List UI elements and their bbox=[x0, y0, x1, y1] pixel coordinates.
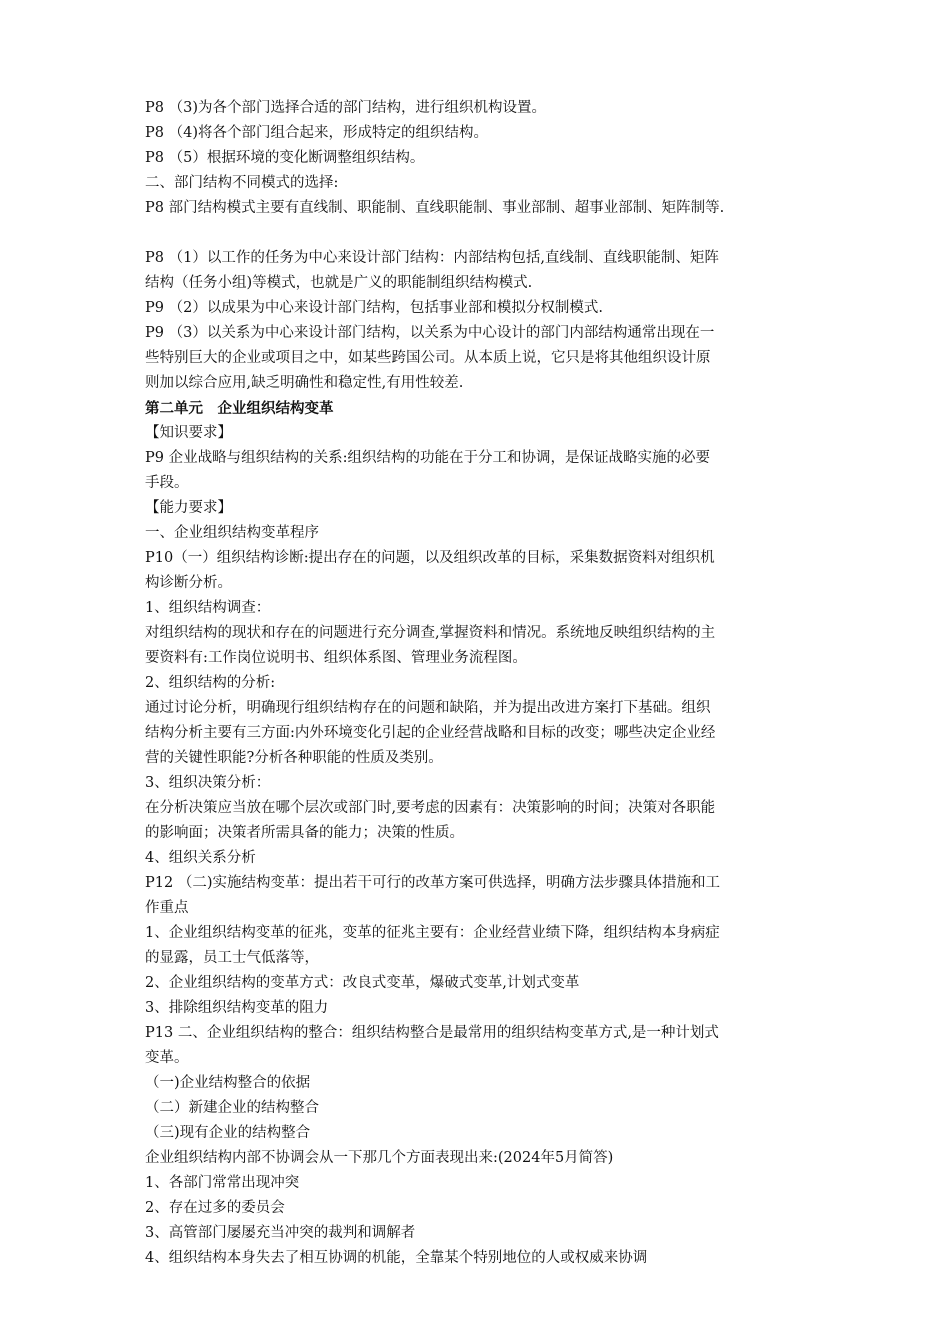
list-item: 2、组织结构的分析: bbox=[145, 675, 276, 691]
list-item: （三)现有企业的结构整合 bbox=[145, 1125, 311, 1141]
text-line: P8 （1）以工作的任务为中心来设计部门结构：内部结构包括,直线制、直线职能制、矩阵 bbox=[145, 250, 719, 266]
text-line: P12 （二)实施结构变革：提出若干可行的改革方案可供选择，明确方法步骤具体措施和工 bbox=[145, 875, 720, 891]
section-heading: 二、部门结构不同模式的选择: bbox=[145, 175, 339, 191]
text-line: 的影响面；决策者所需具备的能力；决策的性质。 bbox=[145, 825, 464, 841]
text-line: 要资料有:工作岗位说明书、组织体系图、管理业务流程图。 bbox=[145, 650, 527, 666]
text-line: P10（一）组织结构诊断:提出存在的问题，以及组织改革的目标，采集数据资料对组织机 bbox=[145, 550, 715, 566]
text-line: 构诊断分析。 bbox=[145, 575, 232, 591]
text-line: 结构（任务小组)等模式，也就是广义的职能制组织结构模式. bbox=[145, 275, 533, 291]
text-line: P8 部门结构模式主要有直线制、职能制、直线职能制、事业部制、超事业部制、矩阵制等. bbox=[145, 200, 725, 216]
text-line: P13 二、企业组织结构的整合：组织结构整合是最常用的组织结构变革方式,是一种计划式 bbox=[145, 1025, 719, 1041]
text-line: 对组织结构的现状和存在的问题进行充分调查,掌握资料和情况。系统地反映组织结构的主 bbox=[145, 625, 716, 641]
requirement-heading: 【能力要求】 bbox=[145, 500, 232, 516]
text-line: 手段。 bbox=[145, 475, 189, 491]
text-line: 些特别巨大的企业或项目之中，如某些跨国公司。从本质上说，它只是将其他组织设计原 bbox=[145, 350, 711, 366]
list-item: 3、排除组织结构变革的阻力 bbox=[145, 1000, 329, 1016]
list-item: 2、存在过多的委员会 bbox=[145, 1200, 285, 1216]
list-item: 3、组织决策分析： bbox=[145, 775, 271, 791]
text-line: P8 （3)为各个部门选择合适的部门结构，进行组织机构设置。 bbox=[145, 100, 546, 116]
list-item: 1、企业组织结构变革的征兆，变革的征兆主要有：企业经营业绩下降，组织结构本身病症 bbox=[145, 925, 720, 941]
text-line: P8 （5）根据环境的变化断调整组织结构。 bbox=[145, 150, 425, 166]
list-item: 1、组织结构调查： bbox=[145, 600, 271, 616]
text-line: 的显露，员工士气低落等， bbox=[145, 950, 319, 966]
requirement-heading: 【知识要求】 bbox=[145, 425, 232, 441]
list-item: 3、高管部门屡屡充当冲突的裁判和调解者 bbox=[145, 1225, 416, 1241]
list-item: （一)企业结构整合的依据 bbox=[145, 1075, 311, 1091]
section-heading: 一、企业组织结构变革程序 bbox=[145, 525, 319, 541]
text-line: P9 （2）以成果为中心来设计部门结构，包括事业部和模拟分权制模式. bbox=[145, 300, 603, 316]
text-line: P8 （4)将各个部门组合起来，形成特定的组织结构。 bbox=[145, 125, 488, 141]
list-item: （二）新建企业的结构整合 bbox=[145, 1100, 319, 1116]
text-line: 企业组织结构内部不协调会从一下那几个方面表现出来:(2024年5月简答) bbox=[145, 1150, 614, 1166]
text-line: P9 （3）以关系为中心来设计部门结构，以关系为中心设计的部门内部结构通常出现在一 bbox=[145, 325, 715, 341]
unit-heading: 第二单元 企业组织结构变革 bbox=[145, 400, 334, 417]
text-line: 则加以综合应用,缺乏明确性和稳定性,有用性较差. bbox=[145, 375, 464, 391]
text-line: 作重点 bbox=[145, 900, 189, 916]
list-item: 4、组织关系分析 bbox=[145, 850, 256, 866]
list-item: 4、组织结构本身失去了相互协调的机能，全靠某个特别地位的人或权威来协调 bbox=[145, 1250, 648, 1266]
text-line: 结构分析主要有三方面:内外环境变化引起的企业经营战略和目标的改变；哪些决定企业经 bbox=[145, 725, 716, 741]
text-line: P9 企业战略与组织结构的关系:组织结构的功能在于分工和协调，是保证战略实施的必要 bbox=[145, 450, 710, 466]
blank-line bbox=[145, 221, 817, 246]
list-item: 1、各部门常常出现冲突 bbox=[145, 1175, 300, 1191]
text-line: 变革。 bbox=[145, 1050, 189, 1066]
document-body bbox=[145, 96, 817, 1271]
text-line: 通过讨论分析，明确现行组织结构存在的问题和缺陷，并为提出改进方案打下基础。组织 bbox=[145, 700, 711, 716]
text-line: 营的关键性职能?分析各种职能的性质及类别。 bbox=[145, 750, 443, 766]
text-line: 在分析决策应当放在哪个层次或部门时,要考虑的因素有：决策影响的时间；决策对各职能 bbox=[145, 800, 716, 816]
list-item: 2、企业组织结构的变革方式：改良式变革，爆破式变革,计划式变革 bbox=[145, 975, 580, 991]
